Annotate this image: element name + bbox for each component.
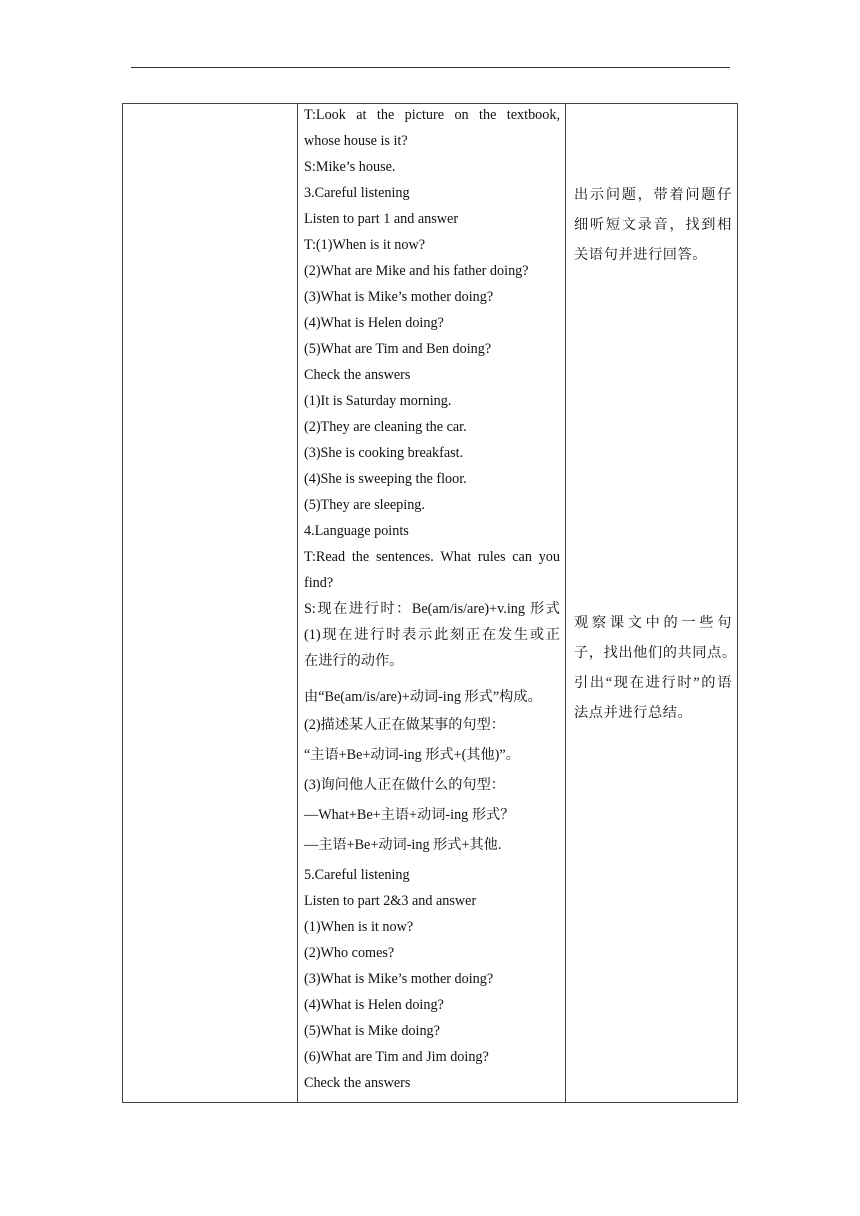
text-line: (5)What is Mike doing? (304, 1023, 440, 1039)
text-line: “主语+Be+动词-ing 形式+(其他)”。 (304, 747, 520, 763)
text-line: Check the answers (304, 1075, 411, 1091)
design-intent-cell (574, 104, 737, 1102)
note-line: 观察课文中的一些句 (574, 615, 732, 631)
text-line: —主语+Be+动词-ing 形式+其他. (304, 837, 502, 853)
text-line: T:Read the sentences. What rules can you (304, 549, 560, 565)
text-line: (4)She is sweeping the floor. (304, 471, 467, 487)
text-line: (3)What is Mike’s mother doing? (304, 289, 494, 305)
text-line: (4)What is Helen doing? (304, 997, 444, 1013)
text-line: T:Look at the picture on the textbook, (304, 107, 560, 123)
text-line: (2)描述某人正在做某事的句型： (304, 717, 505, 733)
text-line: Listen to part 2&3 and answer (304, 893, 477, 909)
text-line: find? (304, 575, 334, 591)
text-line: (5)What are Tim and Ben doing? (304, 341, 492, 357)
text-line: S:Mike’s house. (304, 159, 396, 175)
text-line: 由“Be(am/is/are)+动词-ing 形式”构成。 (304, 689, 542, 705)
lesson-plan-table (122, 103, 738, 1103)
text-line: 在进行的动作。 (304, 653, 404, 669)
left-cell (123, 104, 297, 1102)
text-line: (2)Who comes? (304, 945, 395, 961)
text-line: Listen to part 1 and answer (304, 211, 459, 227)
section-heading: 4.Language points (304, 523, 409, 539)
note-line: 细听短文录音，找到相 (574, 217, 732, 233)
section-heading: 3.Careful listening (304, 185, 410, 201)
text-line: —What+Be+主语+动词-ing 形式？ (304, 807, 515, 823)
text-line: Check the answers (304, 367, 411, 383)
teaching-process-cell (304, 104, 560, 1102)
text-line: (3)She is cooking breakfast. (304, 445, 464, 461)
text-line: S:现在进行时：Be(am/is/are)+v.ing 形式 (304, 601, 560, 617)
note-line: 法点并进行总结。 (574, 705, 693, 721)
text-line: (5)They are sleeping. (304, 497, 425, 513)
text-line: (4)What is Helen doing? (304, 315, 444, 331)
text-line: (2)What are Mike and his father doing? (304, 263, 529, 279)
note-line: 出示问题，带着问题仔 (574, 187, 732, 203)
column-divider (297, 104, 298, 1102)
text-line: (3)询问他人正在做什么的句型： (304, 777, 505, 793)
note-line: 关语句并进行回答。 (574, 247, 708, 263)
text-line: (6)What are Tim and Jim doing? (304, 1049, 489, 1065)
header-rule (131, 67, 730, 68)
text-line: (1)现在进行时表示此刻正在发生或正 (304, 627, 560, 643)
text-line: (1)It is Saturday morning. (304, 393, 452, 409)
text-line: (2)They are cleaning the car. (304, 419, 467, 435)
note-line: 引出“现在进行时”的语 (574, 675, 732, 691)
column-divider (565, 104, 566, 1102)
text-line: whose house is it? (304, 133, 408, 149)
text-line: (1)When is it now? (304, 919, 414, 935)
text-line: (3)What is Mike’s mother doing? (304, 971, 494, 987)
note-line: 子，找出他们的共同点。 (574, 645, 737, 661)
section-heading: 5.Careful listening (304, 867, 410, 883)
text-line: T:(1)When is it now? (304, 237, 426, 253)
